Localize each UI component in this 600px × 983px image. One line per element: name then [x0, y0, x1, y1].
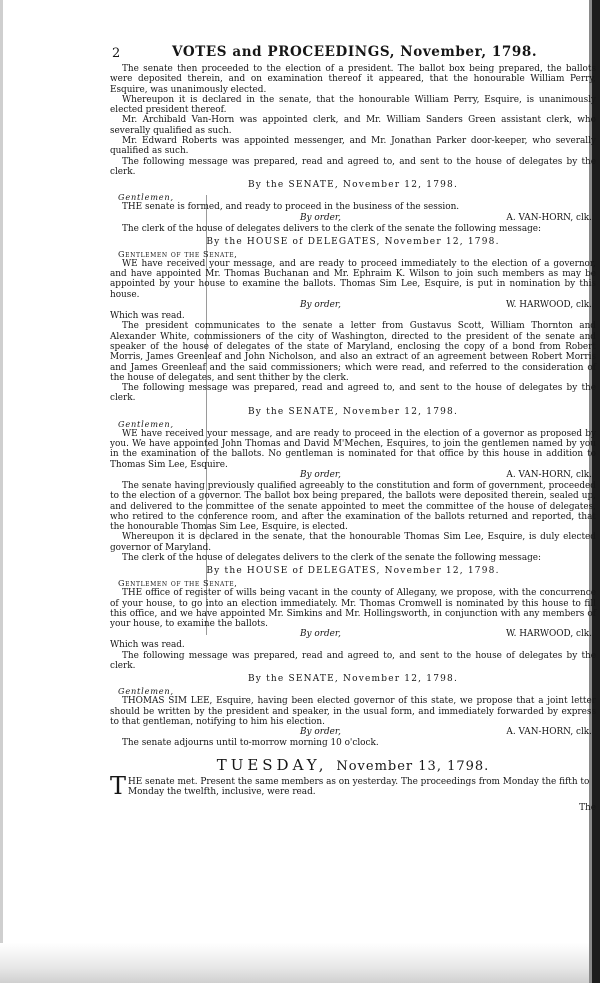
which-was-read-1: Which was read.	[110, 311, 185, 322]
paragraph-clerk-delivers-2: The clerk of the house of delegates delivers to the clerk of the senate the following message:	[122, 552, 542, 563]
paragraph-governor-elected: The senate having previously qualified agreeably to the constitution and form of government, proceeded to the election of a governor. The ballot box being prepared, the ballots were deposited therein, sealed up, and delivered to the committee of the senate appointed to meet the committee of the house of delegates, who retired to the conference room, and after the examination of the ballots returned and reported, that the honourable Thomas Sim Lee, Esquire, is elected.	[110, 480, 596, 533]
paragraph-clerk-appointed: Mr. Archibald Van-Horn was appointed clerk, and Mr. William Sanders Green assistant clerk, who severally qualified as such.	[110, 115, 596, 136]
signature-order: By order,	[300, 212, 341, 223]
dateline-senate-3: By the SENATE, November 12, 1798.	[247, 674, 459, 685]
dateline-house-1: By the HOUSE of DELEGATES, November 12, 1798.	[206, 236, 500, 247]
salutation-3: Gentlemen,	[118, 418, 174, 429]
paragraph-senate-met	[110, 771, 596, 800]
signature-3	[110, 470, 596, 481]
signature-name: W. HARWOOD, clk.	[506, 300, 592, 311]
salutation-1: Gentlemen,	[118, 192, 174, 203]
signature-1	[110, 213, 596, 224]
paragraph-president-declared: Whereupon it is declared in the senate, that the honourable William Perry, Esquire, is unanimously elected president thereof.	[110, 94, 596, 116]
page-number: 2	[112, 46, 121, 61]
signature-name: A. VAN-HORN, clk.	[506, 469, 592, 480]
message-joint-letter: THOMAS SIM LEE, Esquire, having been elected governor of this state, we propose that a joint letter should be written by the president and speaker, in the usual form, and immediately forwarded by express to that gentleman, notifying to him his election.	[110, 696, 596, 727]
message-ready-to-proceed: WE have received your message, and are ready to proceed in the election of a governor as proposed by you. We have appointed John Thomas and David M'Mechen, Esquires, to join the gentlemen named by you in the examination of the ballots. No gentleman is nominated for that office by this house in addition to Thomas Sim Lee, Esquire.	[110, 428, 596, 470]
running-head-title: VOTES and PROCEEDINGS, November, 1798.	[172, 44, 538, 60]
paragraph-message-prepared: The following message was prepared, read and agreed to, and sent to the house of delegates by the clerk.	[110, 156, 596, 177]
signature-name: W. HARWOOD, clk.	[506, 629, 592, 640]
signature-order: By order,	[300, 469, 341, 480]
paragraph-message-prepared-3: The following message was prepared, read and agreed to, and sent to the house of delegates by the clerk.	[110, 650, 596, 672]
message-register-of-wills: THE office of register of wills being vacant in the county of Allegany, we propose, with the concurrence of your house, to go into an election immediately. Mr. Thomas Cromwell is nominated by this house to fill this office, and we have appointed Mr. Simkins and Mr. Hollingsworth, in conjunction with any members of your house, to examine the ballots.	[110, 588, 596, 630]
message-governor-election: WE have received your message, and are ready to proceed immediately to the election of a governor, and have appointed Mr. Thomas Buchanan and Mr. Ephraim K. Wilson to join such members as may be appointed by your house to examine the ballots. Thomas Sim Lee, Esquire, is put in nomination by this house.	[110, 258, 596, 300]
catchword: The	[579, 803, 596, 814]
message-senate-formed: THE senate is formed, and ready to proceed in the business of the session.	[122, 202, 460, 213]
paragraph-messenger-appointed: Mr. Edward Roberts was appointed messenger, and Mr. Jonathan Parker door-keeper, who severally qualified as such.	[110, 136, 596, 157]
day-heading	[110, 755, 596, 777]
signature-2	[110, 300, 596, 311]
signature-order: By order,	[300, 300, 341, 311]
signature-name: A. VAN-HORN, clk.	[506, 727, 592, 738]
day-name: TUESDAY,	[216, 755, 328, 774]
scan-shadow-bottom	[0, 943, 600, 983]
dateline-senate-1: By the SENATE, November 12, 1798.	[247, 180, 459, 191]
signature-4	[110, 629, 596, 640]
dateline-house-2: By the HOUSE of DELEGATES, November 12, 1798.	[206, 566, 500, 577]
paragraph-message-prepared-2: The following message was prepared, read and agreed to, and sent to the house of delegates by the clerk.	[110, 383, 596, 404]
signature-order: By order,	[300, 727, 341, 738]
paragraph-adjourns: The senate adjourns until to-morrow morning 10 o'clock.	[122, 738, 379, 749]
signature-name: A. VAN-HORN, clk.	[506, 212, 592, 223]
salutation-4: Gentlemen of the Senate,	[118, 578, 238, 589]
salutation-2: Gentlemen of the Senate,	[118, 248, 238, 259]
day-date: November 13, 1798.	[336, 758, 490, 774]
scan-edge-left	[0, 0, 3, 983]
signature-order: By order,	[300, 629, 341, 640]
page-content	[110, 44, 596, 813]
senate-met-text: HE senate met. Present the same members as on yesterday. The proceedings from Monday the fifth to Monday the twelfth, inclusive, were read.	[128, 776, 590, 797]
paragraph-clerk-delivers-1: The clerk of the house of delegates delivers to the clerk of the senate the following message:	[122, 223, 542, 234]
signature-5	[110, 727, 596, 738]
running-head	[110, 44, 596, 64]
paragraph-president-election: The senate then proceeded to the election of a president. The ballot box being prepared, the ballots were deposited therein, and on examination thereof it appeared, that the honourable William Perry, Esquire, was unanimously elected.	[110, 64, 596, 95]
salutation-5: Gentlemen,	[118, 686, 174, 697]
which-was-read-2: Which was read.	[110, 640, 185, 651]
paragraph-governor-declared: Whereupon it is declared in the senate, that the honourable Thomas Sim Lee, Esquire, is duly elected governor of Maryland.	[110, 532, 596, 553]
paragraph-washington-letter: The president communicates to the senate a letter from Gustavus Scott, William Thornton and Alexander White, commissioners of the city of Washington, directed to the president of the senate and speaker of the house of delegates of the state of Maryland, enclosing the copy of a bond from Robert Morris, James Greenleaf and John Nicholson, and also an extract of an agreement between Robert Morris and James Greenleaf and the said commissioners; which were read, and referred to the consideration of the house of delegates, and sent thither by the clerk.	[110, 321, 596, 383]
drop-cap-letter: T	[110, 771, 127, 800]
dateline-senate-2: By the SENATE, November 12, 1798.	[247, 406, 459, 417]
